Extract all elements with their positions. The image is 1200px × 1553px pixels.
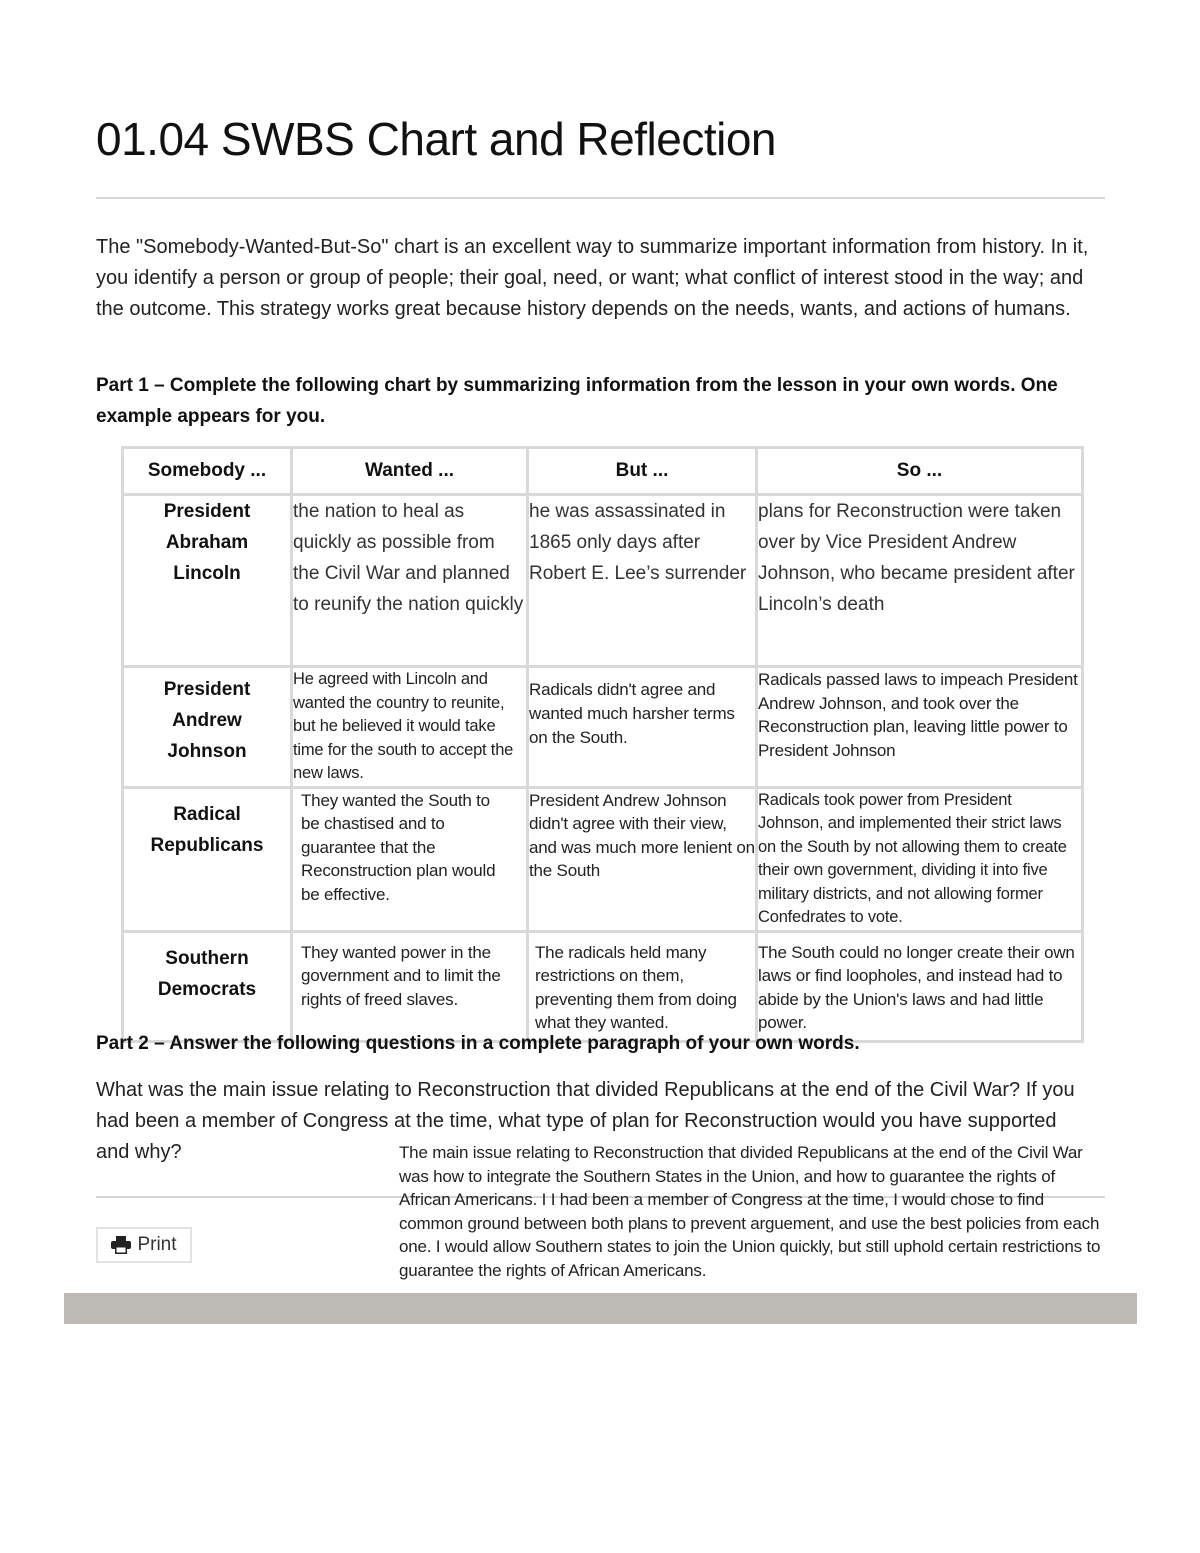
wanted-answer-cell[interactable]: They wanted the South to be chastised and to guarantee that the Reconstruction plan would be effective. <box>292 787 528 931</box>
intro-paragraph: The "Somebody-Wanted-But-So" chart is an excellent way to summarize important information from history. In it, you identify a person or group of people; their goal, need, or want; what conflict of interest stood in the way; and the outcome. This strategy works great because history depends on the needs, wants, and actions of humans. <box>96 236 1089 320</box>
but-answer-cell[interactable]: President Andrew Johnson didn't agree with their view, and was much more lenient on the South <box>528 787 757 931</box>
print-label: Print <box>137 1234 177 1255</box>
part2-heading: Part 2 – Answer the following questions in a complete paragraph of your own words. <box>96 1033 860 1054</box>
table-row <box>123 667 1083 788</box>
table-row <box>123 495 1083 667</box>
print-button[interactable] <box>96 1227 192 1263</box>
somebody-cell: President Abraham Lincoln <box>123 495 292 667</box>
header-wanted: Wanted ... <box>292 448 528 495</box>
page-title: 01.04 SWBS Chart and Reflection <box>96 113 776 165</box>
wanted-answer-cell[interactable]: He agreed with Lincoln and wanted the country to reunite, but he believed it would take time for the south to accept the new laws. <box>292 667 528 788</box>
wanted-cell: the nation to heal as quickly as possible from the Civil War and planned to reunify the nation quickly <box>292 495 528 667</box>
header-but: But ... <box>528 448 757 495</box>
part1-heading: Part 1 – Complete the following chart by summarizing information from the lesson in your own words. One example appears for you. <box>96 375 1058 427</box>
swbs-chart <box>121 446 1084 1043</box>
table-header-row <box>123 448 1083 495</box>
but-answer-cell[interactable]: Radicals didn't agree and wanted much harsher terms on the South. <box>528 667 757 788</box>
table-row <box>123 931 1083 1041</box>
somebody-cell: Radical Republicans <box>123 787 292 931</box>
wanted-answer-cell[interactable]: They wanted power in the government and to limit the rights of freed slaves. <box>292 931 528 1041</box>
title-divider <box>96 197 1105 199</box>
reflection-question: What was the main issue relating to Reconstruction that divided Republicans at the end of the Civil War? If you had been a member of Congress at the time, what type of plan for Reconstruction would you have supported and why? <box>96 1079 1075 1163</box>
but-cell: he was assassinated in 1865 only days after Robert E. Lee’s surrender <box>528 495 757 667</box>
header-somebody: Somebody ... <box>123 448 292 495</box>
footer-bar <box>64 1293 1137 1324</box>
somebody-cell: President Andrew Johnson <box>123 667 292 788</box>
table-row <box>123 787 1083 931</box>
so-answer-cell[interactable]: The South could no longer create their own laws or find loopholes, and instead had to abide by the Union's laws and had little power. <box>757 931 1083 1041</box>
so-answer-cell[interactable]: Radicals passed laws to impeach President Andrew Johnson, and took over the Reconstruction plan, leaving little power to President Johnson <box>757 667 1083 788</box>
header-so: So ... <box>757 448 1083 495</box>
somebody-cell: Southern Democrats <box>123 931 292 1041</box>
but-answer-cell[interactable]: The radicals held many restrictions on them, preventing them from doing what they wanted. <box>528 931 757 1041</box>
so-cell: plans for Reconstruction were taken over by Vice President Andrew Johnson, who became president after Lincoln’s death <box>757 495 1083 667</box>
so-answer-cell[interactable]: Radicals took power from President Johnson, and implemented their strict laws on the South by not allowing them to create their own government, dividing it into five military districts, and not allowing former Confedrates to vote. <box>757 787 1083 931</box>
reflection-answer[interactable]: The main issue relating to Reconstruction that divided Republicans at the end of the Civil War was how to integrate the Southern States in the Union, and how to guarantee the rights of African Americans. I I had been a member of Congress at the time, I would chose to find common ground between both plans to prevent arguement, and use the best policies from each one. I would allow Southern states to join the Union quickly, but still uphold certain restrictions to guarantee the rights of African Americans. <box>399 1143 1101 1280</box>
printer-icon <box>111 1236 131 1254</box>
